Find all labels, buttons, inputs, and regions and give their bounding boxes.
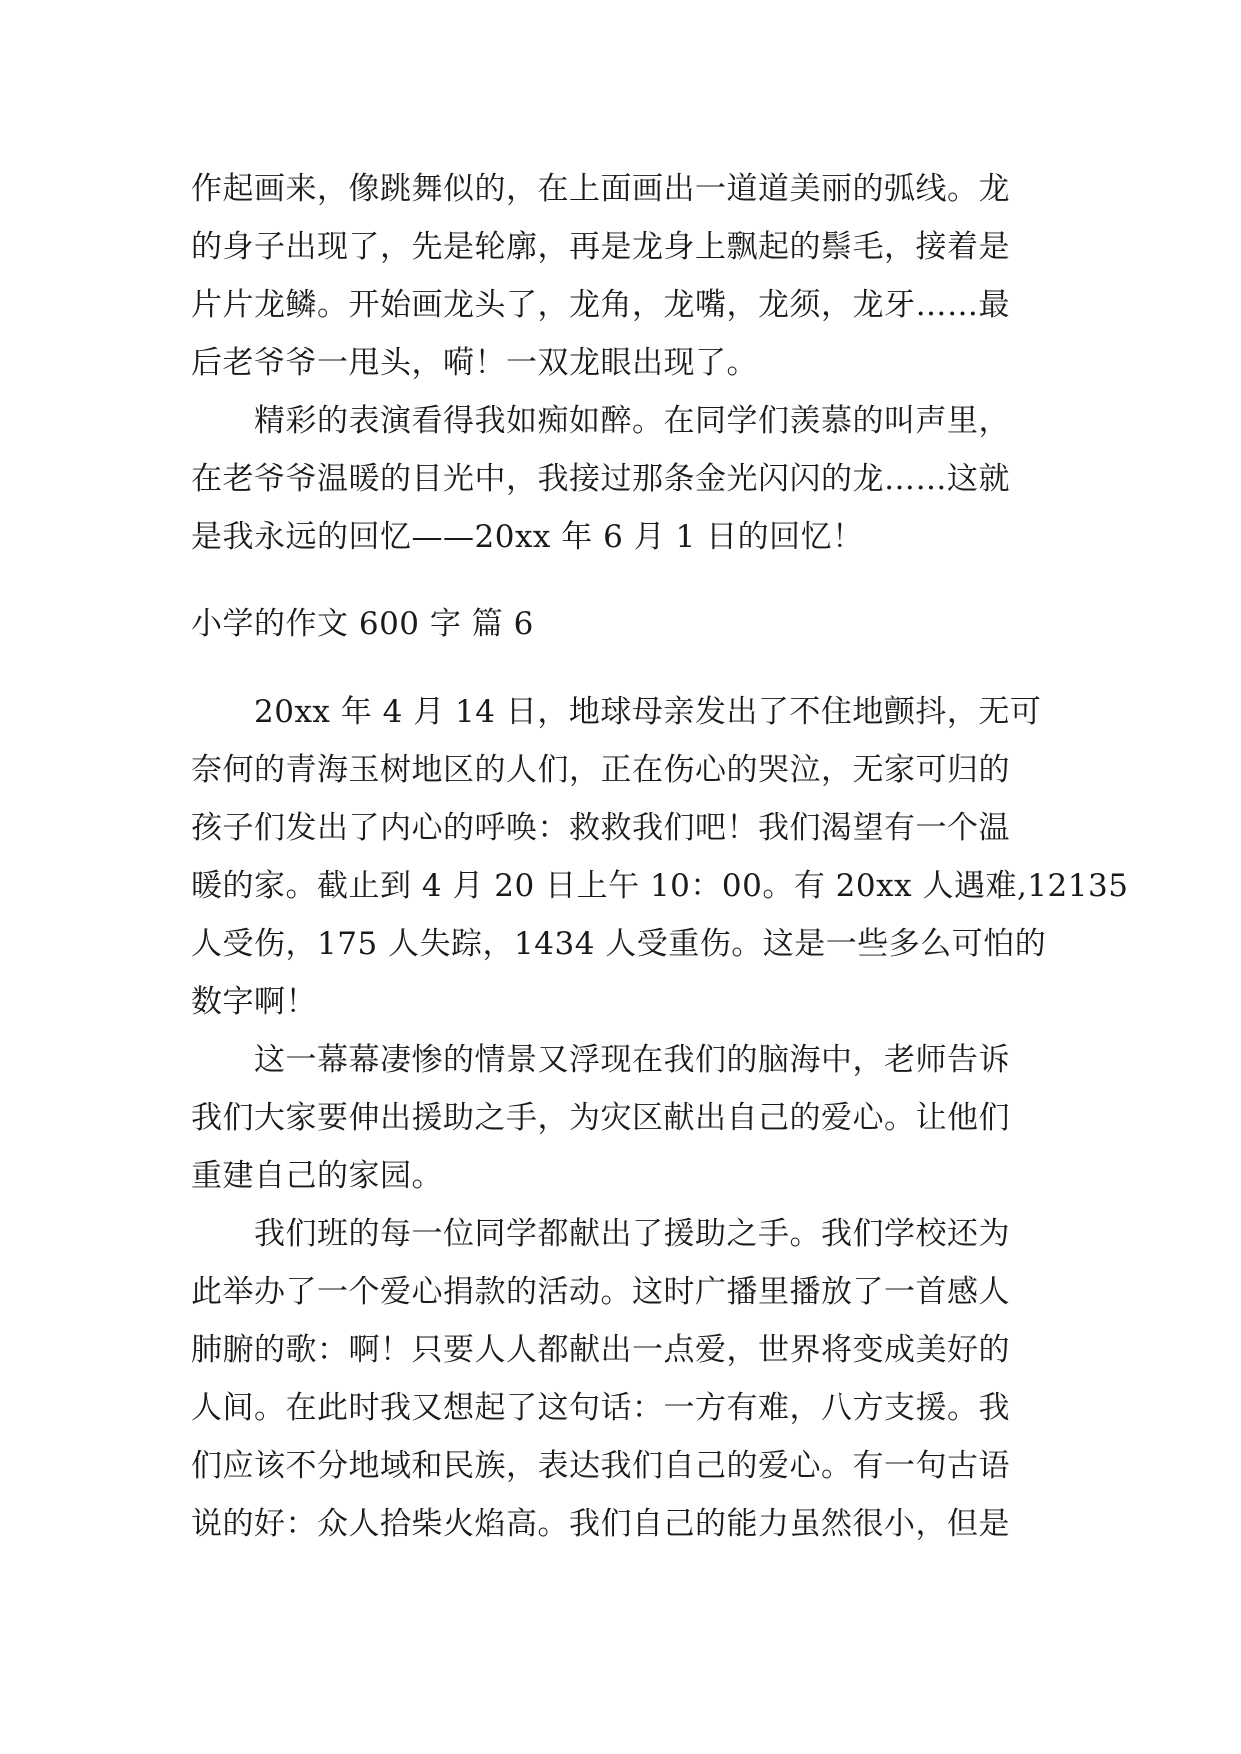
paragraph	[191, 160, 1071, 392]
essay-body	[191, 683, 1129, 1553]
text-line: 暖的家。截止到 4 月 20 日上午 10：00。有 20xx 人遇难,12135	[191, 868, 1129, 904]
paragraph	[191, 1031, 1071, 1205]
text-line: 肺腑的歌：啊！只要人人都献出一点爱，世界将变成美好的	[191, 1332, 1010, 1368]
text-line: 是我永远的回忆——20xx 年 6 月 1 日的回忆！	[191, 519, 864, 555]
text-line: 数字啊！	[191, 984, 317, 1020]
text-line: 后老爷爷一甩头，嗬！一双龙眼出现了。	[191, 345, 758, 381]
section-title	[191, 595, 1071, 653]
text-line: 精彩的表演看得我如痴如醉。在同学们羡慕的叫声里，	[191, 403, 1010, 439]
text-line: 这一幕幕凄惨的情景又浮现在我们的脑海中，老师告诉	[191, 1042, 1010, 1078]
text-line: 20xx 年 4 月 14 日，地球母亲发出了不住地颤抖，无可	[191, 694, 1042, 730]
text-line: 们应该不分地域和民族，表达我们自己的爱心。有一句古语	[191, 1448, 1010, 1484]
paragraph	[191, 683, 1129, 1031]
text-line: 在老爷爷温暖的目光中，我接过那条金光闪闪的龙……这就	[191, 461, 1010, 497]
text-line: 重建自己的家园。	[191, 1158, 443, 1194]
section-title-text: 小学的作文 600 字 篇 6	[191, 606, 534, 642]
text-line: 的身子出现了，先是轮廓，再是龙身上飘起的鬃毛，接着是	[191, 229, 1010, 265]
paragraph	[191, 392, 1071, 566]
text-line: 作起画来，像跳舞似的，在上面画出一道道美丽的弧线。龙	[191, 171, 1010, 207]
previous-essay-ending	[191, 160, 1071, 566]
text-line: 奈何的青海玉树地区的人们，正在伤心的哭泣，无家可归的	[191, 752, 1010, 788]
text-line: 人受伤，175 人失踪，1434 人受重伤。这是一些多么可怕的	[191, 926, 1047, 962]
text-line: 我们班的每一位同学都献出了援助之手。我们学校还为	[191, 1216, 1010, 1252]
text-line: 孩子们发出了内心的呼唤：救救我们吧！我们渴望有一个温	[191, 810, 1010, 846]
text-line: 人间。在此时我又想起了这句话：一方有难，八方支援。我	[191, 1390, 1010, 1426]
text-line: 片片龙鳞。开始画龙头了，龙角，龙嘴，龙须，龙牙……最	[191, 287, 1010, 323]
paragraph	[191, 1205, 1071, 1553]
text-line: 此举办了一个爱心捐款的活动。这时广播里播放了一首感人	[191, 1274, 1010, 1310]
text-line: 说的好：众人拾柴火焰高。我们自己的能力虽然很小，但是	[191, 1506, 1010, 1542]
text-line: 我们大家要伸出援助之手，为灾区献出自己的爱心。让他们	[191, 1100, 1010, 1136]
